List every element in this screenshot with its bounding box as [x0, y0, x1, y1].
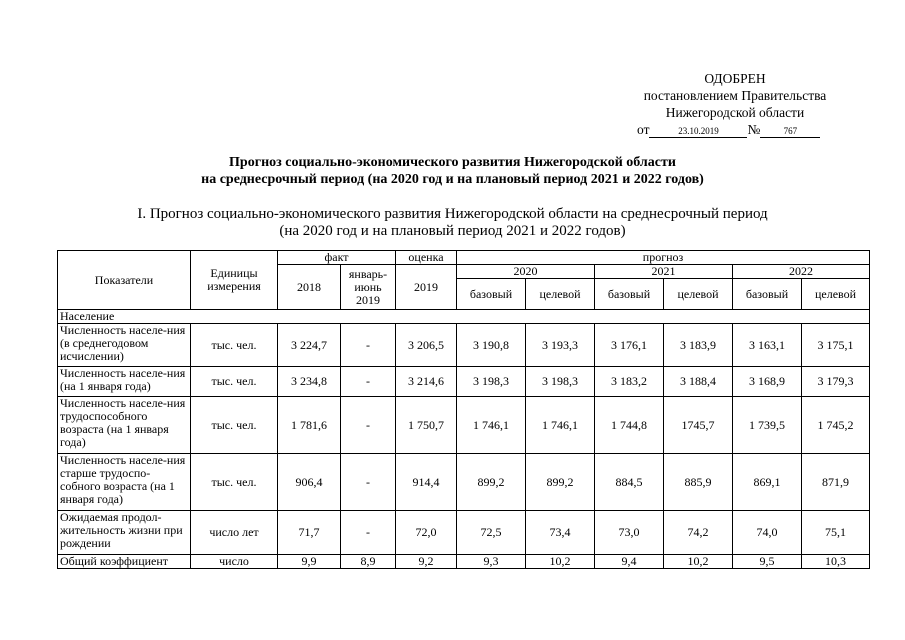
cell-2020-target: 3 198,3 [526, 367, 595, 397]
cell-2022-base: 1 739,5 [733, 397, 802, 454]
section-heading-line2: (на 2020 год и на плановый период 2021 и 2022 годов) [279, 223, 626, 239]
cell-jan-jun-2019: - [341, 511, 396, 555]
header-2020: 2020 [457, 265, 595, 279]
approval-stamp [615, 70, 855, 138]
cell-jan-jun-2019: - [341, 367, 396, 397]
cell-2022-base: 869,1 [733, 454, 802, 511]
cell-2022-base: 3 163,1 [733, 324, 802, 367]
cell-2021-base: 3 183,2 [595, 367, 664, 397]
cell-2022-target: 1 745,2 [802, 397, 870, 454]
cell-2020-base: 9,3 [457, 555, 526, 569]
row-unit: число лет [191, 511, 278, 555]
cell-2020-target: 10,2 [526, 555, 595, 569]
header-2020-target: целевой [526, 279, 595, 310]
cell-2020-target: 73,4 [526, 511, 595, 555]
table-row [58, 324, 870, 367]
cell-2021-base: 3 176,1 [595, 324, 664, 367]
document-title-line1: Прогноз социально-экономического развития Нижегородской области [229, 155, 676, 170]
cell-2022-target: 3 179,3 [802, 367, 870, 397]
row-unit: тыс. чел. [191, 397, 278, 454]
cell-2020-base: 899,2 [457, 454, 526, 511]
cell-2021-target: 10,2 [664, 555, 733, 569]
cell-2021-base: 1 744,8 [595, 397, 664, 454]
cell-2021-base: 73,0 [595, 511, 664, 555]
header-fact: факт [278, 251, 396, 265]
header-2019: 2019 [396, 265, 457, 310]
row-label: Численность населе-ния (в среднегодовом исчислении) [58, 324, 191, 367]
cell-2022-target: 10,3 [802, 555, 870, 569]
header-forecast: прогноз [457, 251, 870, 265]
cell-2018: 3 234,8 [278, 367, 341, 397]
cell-jan-jun-2019: 8,9 [341, 555, 396, 569]
row-label: Численность населе-ния старше трудоспо-собного возраста (на 1 января года) [58, 454, 191, 511]
cell-2021-target: 74,2 [664, 511, 733, 555]
approval-from-label: от [637, 122, 650, 137]
cell-2018: 1 781,6 [278, 397, 341, 454]
row-label: Численность населе-ния трудоспособного возраста (на 1 января года) [58, 397, 191, 454]
header-2020-base: базовый [457, 279, 526, 310]
cell-2022-target: 871,9 [802, 454, 870, 511]
row-unit: тыс. чел. [191, 324, 278, 367]
document-title-line2: на среднесрочный период (на 2020 год и на плановый период 2021 и 2022 годов) [201, 172, 704, 187]
cell-2018: 71,7 [278, 511, 341, 555]
approval-status: ОДОБРЕН [704, 71, 766, 86]
approval-date: 23.10.2019 [649, 125, 747, 138]
cell-2020-target: 1 746,1 [526, 397, 595, 454]
cell-2019: 914,4 [396, 454, 457, 511]
header-2018: 2018 [278, 265, 341, 310]
cell-2020-base: 1 746,1 [457, 397, 526, 454]
header-estimate: оценка [396, 251, 457, 265]
table-row [58, 511, 870, 555]
cell-2022-base: 3 168,9 [733, 367, 802, 397]
section-heading-line1: I. Прогноз социально-экономического развития Нижегородской области на среднесрочный период [137, 206, 768, 222]
cell-2020-target: 3 193,3 [526, 324, 595, 367]
cell-2021-base: 9,4 [595, 555, 664, 569]
cell-2022-target: 75,1 [802, 511, 870, 555]
row-unit: число [191, 555, 278, 569]
row-label: Численность населе-ния (на 1 января года) [58, 367, 191, 397]
cell-2018: 906,4 [278, 454, 341, 511]
header-2021-base: базовый [595, 279, 664, 310]
approval-dateline [615, 121, 855, 138]
cell-jan-jun-2019: - [341, 324, 396, 367]
section-population: Население [58, 310, 870, 324]
approval-number: 767 [760, 125, 820, 138]
cell-2019: 1 750,7 [396, 397, 457, 454]
header-2022: 2022 [733, 265, 870, 279]
header-indicators: Показатели [58, 251, 191, 310]
cell-2019: 9,2 [396, 555, 457, 569]
cell-2020-base: 72,5 [457, 511, 526, 555]
document-title [0, 154, 905, 188]
cell-2021-base: 884,5 [595, 454, 664, 511]
cell-2020-base: 3 190,8 [457, 324, 526, 367]
cell-2022-target: 3 175,1 [802, 324, 870, 367]
header-2022-target: целевой [802, 279, 870, 310]
cell-jan-jun-2019: - [341, 454, 396, 511]
cell-2018: 3 224,7 [278, 324, 341, 367]
cell-2020-target: 899,2 [526, 454, 595, 511]
header-2021-target: целевой [664, 279, 733, 310]
cell-2021-target: 3 183,9 [664, 324, 733, 367]
header-2021: 2021 [595, 265, 733, 279]
cell-2021-target: 3 188,4 [664, 367, 733, 397]
cell-2022-base: 74,0 [733, 511, 802, 555]
forecast-table [57, 250, 870, 569]
section-heading [0, 206, 905, 240]
cell-2021-target: 1745,7 [664, 397, 733, 454]
table-row [58, 367, 870, 397]
cell-2019: 3 214,6 [396, 367, 457, 397]
header-2022-base: базовый [733, 279, 802, 310]
cell-jan-jun-2019: - [341, 397, 396, 454]
table-row [58, 397, 870, 454]
cell-2019: 72,0 [396, 511, 457, 555]
cell-2022-base: 9,5 [733, 555, 802, 569]
row-unit: тыс. чел. [191, 367, 278, 397]
approval-line2: Нижегородской области [665, 105, 805, 120]
table-row [58, 454, 870, 511]
row-label: Общий коэффициент [58, 555, 191, 569]
header-units: Единицы измерения [191, 251, 278, 310]
cell-2021-target: 885,9 [664, 454, 733, 511]
row-label: Ожидаемая продол-жительность жизни при рождении [58, 511, 191, 555]
row-unit: тыс. чел. [191, 454, 278, 511]
table-row [58, 555, 870, 569]
header-jan-jun-2019: январь-июнь 2019 [341, 265, 396, 310]
cell-2018: 9,9 [278, 555, 341, 569]
approval-line1: постановлением Правительства [643, 88, 827, 103]
approval-no-label: № [747, 122, 761, 137]
cell-2019: 3 206,5 [396, 324, 457, 367]
cell-2020-base: 3 198,3 [457, 367, 526, 397]
